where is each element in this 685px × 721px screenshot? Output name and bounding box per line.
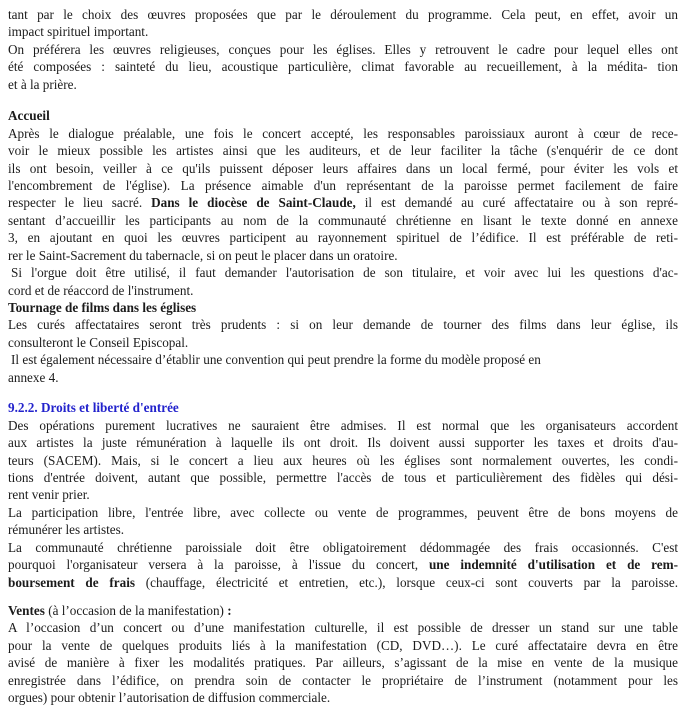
text-segment: Accueil — [8, 108, 50, 124]
accueil-paragraph-line-7 — [8, 229, 678, 246]
text-segment: boursement de frais — [8, 574, 136, 590]
intro-paragraph-line-5 — [8, 76, 678, 93]
text-segment: une indemnité d'utilisation et de rem- — [428, 557, 678, 573]
intro-paragraph-line-2 — [8, 23, 678, 40]
text-segment: Des opérations purement lucratives ne sauraient être admises. Il est normal que les organisateurs accordent — [8, 417, 678, 433]
text-segment: Il est également nécessaire d’établir une convention qui peut prendre la forme du modèle proposé en — [11, 352, 541, 368]
text-segment: annexe 4. — [8, 369, 59, 385]
text-segment: pourquoi l'organisateur versera à la paroisse, à l'issue du concert, — [8, 557, 429, 573]
text-segment: 9.2.2. Droits et liberté d'entrée — [8, 400, 179, 416]
text-segment: avisé de manière à fixer les modalités pratiques. Par ailleurs, s’agissant de la mise en vente de la musique — [8, 655, 678, 671]
text-segment: La participation libre, l'entrée libre, avec collecte ou vente de programmes, peuvent être de bons moyens de — [8, 504, 678, 520]
text-segment: aux artistes la juste rémunération à laquelle ils ont droit. Ils doivent aussi supporter les taxes et droits d'au- — [8, 435, 678, 451]
paragraph-spacer — [8, 591, 678, 602]
ventes-heading-line-1 — [8, 602, 678, 619]
text-segment: été composées : sainteté du lieu, acoustique particulière, climat favorable au recueillement, à la médita- tion — [8, 59, 678, 75]
text-segment: cord et de réaccord de l'instrument. — [8, 282, 194, 298]
intro-paragraph-line-1 — [8, 6, 678, 23]
text-segment: ils ont besoin, veiller à ce qu'ils puissent déposer leurs affaires dans un local fermé, pour éviter les vols et — [8, 160, 678, 176]
droits-paragraph-1-line-4 — [8, 469, 678, 486]
films-paragraph-line-3 — [8, 351, 678, 368]
intro-paragraph-line-4 — [8, 58, 678, 75]
accueil-paragraph-line-8 — [8, 247, 678, 264]
accueil-paragraph-line-9 — [8, 264, 678, 281]
droits-paragraph-1-line-3 — [8, 452, 678, 469]
text-segment: Après le dialogue préalable, une fois le concert accepté, les responsables paroissiaux auront à cœur de rece- — [8, 125, 678, 141]
text-segment: impact spirituel important. — [8, 24, 149, 40]
text-segment: teurs (SACEM). Mais, si le concert a lieu aux heures où les églises sont normalement ouvertes, les condi- — [8, 452, 678, 468]
films-paragraph-line-1 — [8, 316, 678, 333]
text-segment: Les curés affectataires seront très prudents : si on leur demande de tourner des films dans leur église, ils — [8, 317, 678, 333]
accueil-paragraph-line-5 — [8, 194, 678, 211]
ventes-paragraph-line-5 — [8, 689, 678, 706]
text-segment: et à la prière. — [8, 76, 77, 92]
text-segment: sentant d’accueillir les participants au nom de la communauté chrétienne en lisant le texte donné en annexe — [8, 212, 678, 228]
text-segment: enregistrée dans l’édifice, on prendra soin de contacter le propriétaire de l’instrument (notamment pour les — [8, 672, 678, 688]
droits-paragraph-3-line-3 — [8, 574, 678, 591]
text-segment: rent venir prier. — [8, 487, 90, 503]
text-segment: voir le mieux possible les artistes ainsi que les auditeurs, et de leur faciliter la tâche (s'enquérir de ce dont — [8, 143, 678, 159]
droits-paragraph-2-line-2 — [8, 521, 678, 538]
text-segment: orgues) pour obtenir l’autorisation de diffusion commerciale. — [8, 690, 331, 706]
text-segment: (à l’occasion de la manifestation) — [44, 603, 228, 618]
accueil-heading-line-1 — [8, 107, 678, 124]
text-segment: consulteront le Conseil Episcopal. — [8, 334, 189, 350]
ventes-paragraph-line-4 — [8, 672, 678, 689]
text-segment: tions d'entrée doivent, autant que possible, permettre l'accès de tous et particulièrement des fidèles qui dési- — [8, 469, 678, 485]
text-segment: Si l'orgue doit être utilisé, il faut demander l'autorisation de son titulaire, et voir avec lui les questions d'ac- — [11, 265, 678, 281]
intro-paragraph-line-3 — [8, 41, 678, 58]
text-segment: La communauté chrétienne paroissiale doit être obligatoirement dédommagée des frais occasionnés. C'est — [8, 539, 678, 555]
text-segment: rer le Saint-Sacrement du tabernacle, si on peut le placer dans un oratoire. — [8, 247, 398, 263]
section-9-2-2-heading-line-1 — [8, 399, 678, 416]
films-paragraph-line-2 — [8, 334, 678, 351]
ventes-paragraph-line-2 — [8, 637, 678, 654]
accueil-paragraph-line-10 — [8, 282, 678, 299]
paragraph-spacer — [8, 93, 678, 107]
droits-paragraph-3-line-2 — [8, 556, 678, 573]
text-segment: (chauffage, électricité et entretien, etc.), lorsque ceux-ci sont couverts par la paroisse. — [135, 574, 678, 590]
accueil-paragraph-line-6 — [8, 212, 678, 229]
text-segment: Ventes — [8, 603, 45, 618]
droits-paragraph-1-line-2 — [8, 434, 678, 451]
accueil-paragraph-line-1 — [8, 125, 678, 142]
text-segment: respecter le lieu sacré. — [8, 195, 152, 211]
text-segment: il est demandé au curé affectataire ou à son repré- — [355, 195, 678, 211]
text-segment: rémunérer les artistes. — [8, 522, 125, 538]
text-segment: pour la vente de quelques produits liés à la manifestation (CD, DVD…). Le curé affectataire devra en être — [8, 637, 678, 653]
accueil-paragraph-line-3 — [8, 160, 678, 177]
ventes-paragraph-line-1 — [8, 619, 678, 636]
text-segment: 3, en ajoutant en quoi les œuvres participent au rayonnement spirituel de l’édifice. Il est préférable de reti- — [8, 230, 678, 246]
text-segment: l'encombrement de l'église). La présence aimable d'un représentant de la paroisse permet facilement de faire — [8, 177, 678, 193]
text-segment: tant par le choix des œuvres proposées que par le déroulement du programme. Cela peut, en effet, avoir un — [8, 7, 678, 22]
accueil-paragraph-line-2 — [8, 142, 678, 159]
droits-paragraph-1-line-5 — [8, 486, 678, 503]
text-segment: Dans le diocèse de Saint-Claude, — [151, 195, 356, 211]
text-segment: : — [227, 603, 232, 618]
droits-paragraph-1-line-1 — [8, 417, 678, 434]
droits-paragraph-3-line-1 — [8, 539, 678, 556]
accueil-paragraph-line-4 — [8, 177, 678, 194]
text-segment: On préférera les œuvres religieuses, conçues pour les églises. Elles y retrouvent le cadre pour lequel elles ont — [8, 41, 678, 57]
films-heading-line-1 — [8, 299, 678, 316]
ventes-paragraph-line-3 — [8, 654, 678, 671]
text-segment: Tournage de films dans les églises — [8, 300, 197, 315]
text-segment: A l’occasion d’un concert ou d’une manifestation culturelle, il est possible de dresser un stand sur une table — [8, 620, 678, 636]
films-paragraph-line-4 — [8, 369, 678, 386]
droits-paragraph-2-line-1 — [8, 504, 678, 521]
paragraph-spacer — [8, 386, 678, 399]
